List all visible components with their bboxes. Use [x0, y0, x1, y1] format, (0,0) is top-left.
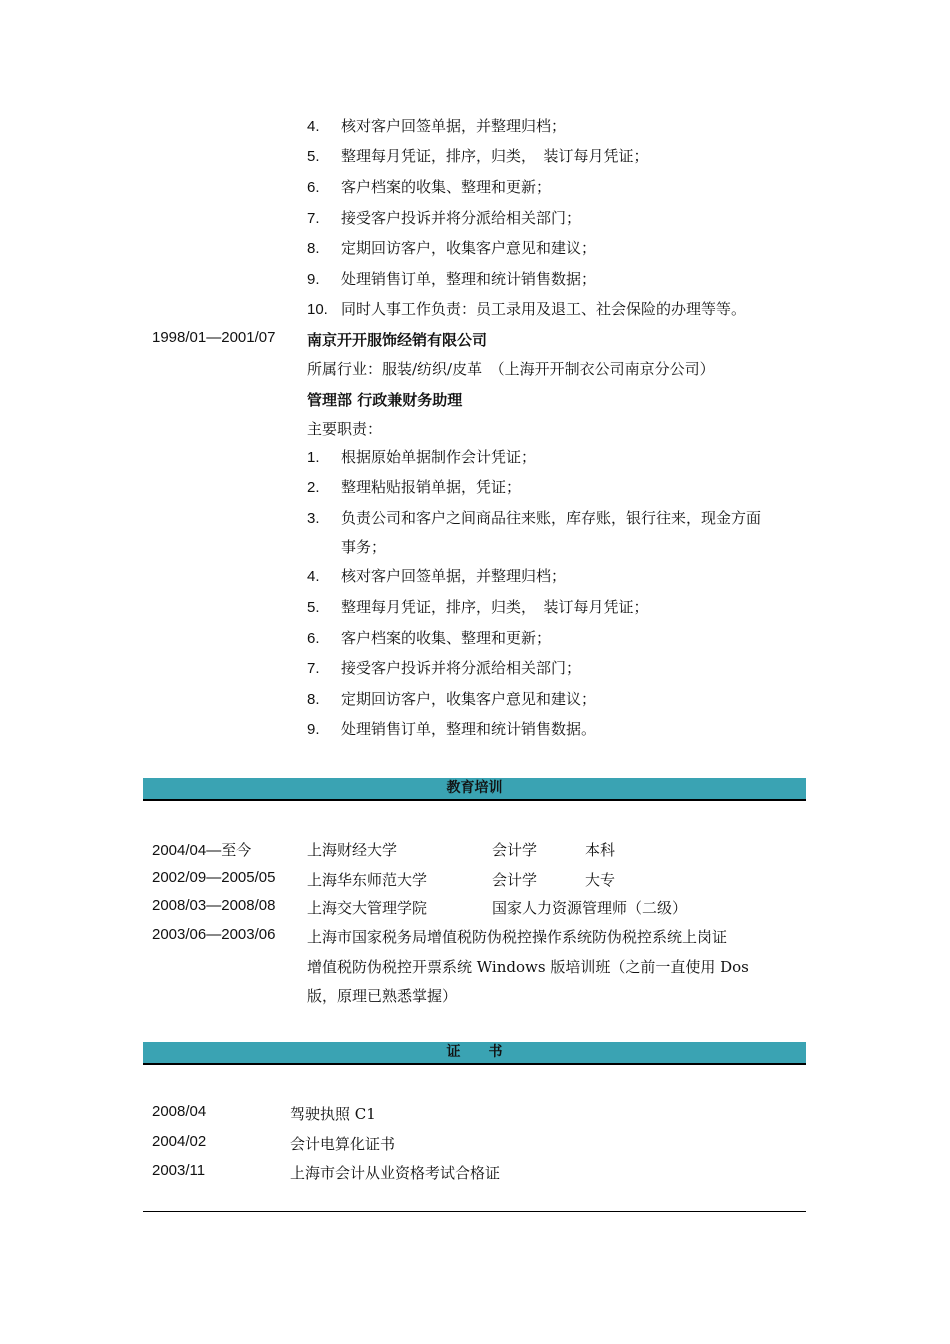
- list-item: 8. 定期回访客户，收集客户意见和建议；: [307, 239, 597, 257]
- list-item: 9. 处理销售订单，整理和统计销售数据；: [307, 270, 597, 288]
- certificate-date: 2003/11: [152, 1162, 206, 1179]
- list-item: 2. 整理粘贴报销单据，凭证；: [307, 478, 522, 496]
- education-period: 2002/09—2005/05: [152, 869, 276, 886]
- list-item: 7. 接受客户投诉并将分派给相关部门；: [307, 209, 582, 227]
- training-line: 上海市国家税务局增值税防伪税控操作系统防伪税控系统上岗证: [307, 928, 728, 946]
- education-major: 会计学: [492, 841, 538, 859]
- certificate-date: 2008/04: [152, 1103, 207, 1120]
- certificate-name: 驾驶执照 C1: [290, 1105, 376, 1123]
- list-item: 7. 接受客户投诉并将分派给相关部门；: [307, 659, 582, 677]
- certificate-name: 会计电算化证书: [290, 1135, 396, 1153]
- list-item: 10. 同时人事工作负责：员工录用及退工、社会保险的办理等等。: [307, 300, 747, 318]
- education-school: 上海财经大学: [307, 841, 398, 859]
- training-line: 版，原理已熟悉掌握）: [307, 987, 458, 1005]
- company-name: 南京开开服饰经销有限公司: [307, 331, 488, 349]
- education-degree: 大专: [585, 871, 616, 889]
- list-item: 4. 核对客户回签单据，并整理归档；: [307, 567, 567, 585]
- education-period: 2008/03—2008/08: [152, 897, 276, 914]
- list-item-continuation: 事务；: [341, 538, 387, 556]
- list-item: 9. 处理销售订单，整理和统计销售数据。: [307, 720, 597, 738]
- list-item: 1. 根据原始单据制作会计凭证；: [307, 448, 537, 466]
- industry-line: 所属行业：服装/纺织/皮革 （上海开开制衣公司南京分公司）: [307, 360, 715, 378]
- list-item: 4. 核对客户回签单据，并整理归档；: [307, 117, 567, 135]
- education-period: 2004/04—至今: [152, 842, 252, 859]
- list-item: 3. 负责公司和客户之间商品往来账，库存账，银行往来，现金方面: [307, 509, 762, 527]
- duties-label: 主要职责：: [307, 420, 383, 438]
- education-school: 上海华东师范大学: [307, 871, 428, 889]
- list-item: 8. 定期回访客户，收集客户意见和建议；: [307, 690, 597, 708]
- education-major: 会计学: [492, 871, 538, 889]
- list-item: 6. 客户档案的收集、整理和更新；: [307, 178, 552, 196]
- education-major: 国家人力资源管理师（二级）: [492, 899, 688, 917]
- certificate-date: 2004/02: [152, 1133, 207, 1150]
- training-period: 2003/06—2003/06: [152, 926, 276, 943]
- list-item: 5. 整理每月凭证，排序，归类， 装订每月凭证；: [307, 147, 649, 165]
- list-item: 5. 整理每月凭证，排序，归类， 装订每月凭证；: [307, 598, 649, 616]
- section-header-education: 教育培训: [143, 778, 806, 801]
- section-header-certificates: 证 书: [143, 1042, 806, 1065]
- job-period: 1998/01—2001/07: [152, 329, 276, 346]
- bottom-divider: [143, 1211, 806, 1212]
- training-line: 增值税防伪税控开票系统 Windows 版培训班（之前一直使用 Dos: [307, 958, 749, 976]
- education-degree: 本科: [585, 841, 616, 859]
- position-title: 管理部 行政兼财务助理: [307, 391, 463, 409]
- list-item: 6. 客户档案的收集、整理和更新；: [307, 629, 552, 647]
- education-school: 上海交大管理学院: [307, 899, 428, 917]
- certificate-name: 上海市会计从业资格考试合格证: [290, 1164, 501, 1182]
